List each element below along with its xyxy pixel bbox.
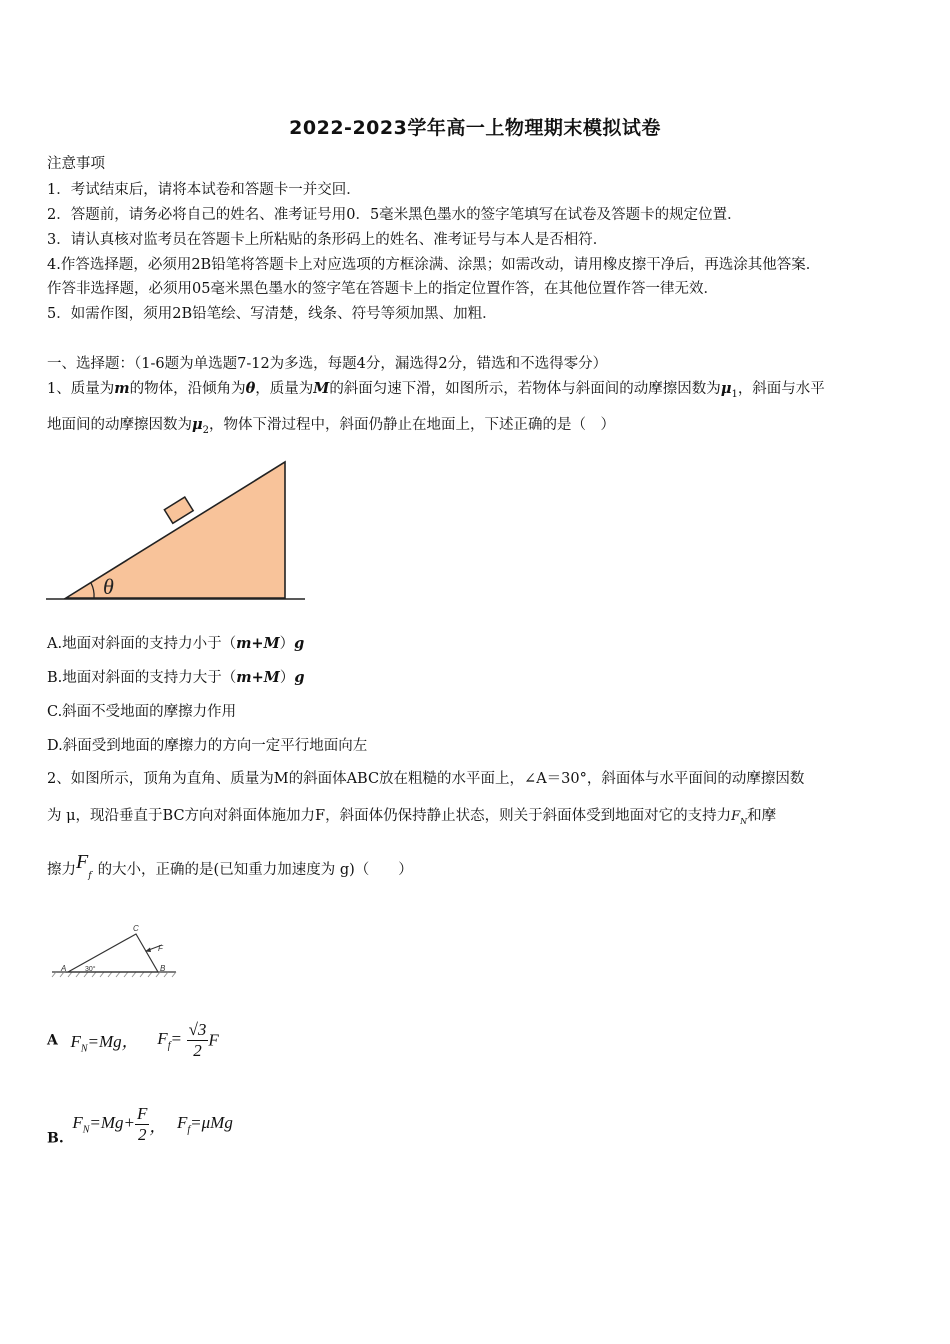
label-angle: 30° <box>85 966 96 973</box>
fn-sub: N <box>80 1043 88 1055</box>
q1-var-mu1: μ <box>720 380 732 397</box>
notice-item: 1．考试结束后，请将本试卷和答题卡一并交回． <box>47 182 361 198</box>
option-expr: m+M <box>236 635 280 652</box>
notice-item: 4.作答选择题，必须用2B铅笔将答题卡上对应选项的方框涂满、涂黑；如需改动，请用橡皮擦干净后，再选涂其他答案． <box>47 257 821 273</box>
question-2-line-3 <box>47 851 413 881</box>
option-g: g <box>294 669 305 686</box>
option-text: ） <box>279 636 295 652</box>
label-A: A <box>61 964 67 973</box>
q1-mu2-sub: 2 <box>202 424 209 436</box>
option-a-ff <box>157 1029 182 1052</box>
q1-option-a[interactable] <box>47 632 304 653</box>
theta-label: θ <box>103 574 114 599</box>
q1-text: 地面间的动摩擦因数为 <box>47 417 192 433</box>
label-C: C <box>133 924 139 933</box>
q2-option-b[interactable] <box>47 1104 233 1147</box>
q1-option-c[interactable]: C.斜面不受地面的摩擦力作用 <box>47 704 237 720</box>
q2-Ff-sub: f <box>88 870 92 881</box>
q2-text: 为 μ，现沿垂直于BC方向对斜面体施加力F，斜面体仍保持静止状态，则关于斜面体受到地面对它的支持力 <box>47 808 732 824</box>
ff-eq: =μMg <box>190 1113 233 1133</box>
q1-mu1-sub: 1 <box>731 388 738 400</box>
q2-option-a[interactable] <box>47 1020 219 1061</box>
fraction-numerator: √3 <box>188 1020 207 1039</box>
sqrt3-over-2-fraction <box>187 1020 209 1061</box>
option-a-tail: F <box>208 1030 219 1050</box>
label-F: F <box>158 944 163 953</box>
fn-symbol: F <box>72 1113 83 1133</box>
q1-text: ，斜面与水平 <box>737 381 825 397</box>
q1-option-d[interactable]: D.斜面受到地面的摩擦力的方向一定平行地面向左 <box>47 738 368 754</box>
fn-eq: =Mg， <box>87 1031 139 1051</box>
section-heading: 一、选择题：（1-6题为单选题7-12为多选，每题4分，漏选得2分，错选和不选得零分） <box>47 356 608 372</box>
option-label: A <box>47 1032 58 1049</box>
fn-sub: N <box>82 1124 90 1136</box>
ff-symbol: F <box>157 1029 168 1049</box>
fraction-denominator: 2 <box>193 1041 202 1060</box>
page-title: 2022-2023学年高一上物理期末模拟试卷 <box>289 117 661 139</box>
question-1-line-1 <box>47 377 825 400</box>
option-b-ff <box>177 1113 233 1136</box>
q1-text: ，物体下滑过程中，斜面仍静止在地面上，下述正确的是（ ） <box>209 417 615 433</box>
notice-item: 5．如需作图，须用2B铅笔绘、写清楚，线条、符号等须加黑、加粗． <box>47 306 497 322</box>
option-expr: m+M <box>236 669 280 686</box>
ff-symbol: F <box>177 1113 188 1133</box>
q2-text: 的大小，正确的是(已知重力加速度为 g)（ ） <box>97 862 413 878</box>
notice-item: 作答非选择题，必须用05毫米黑色墨水的签字笔在答题卡上的指定位置作答，在其他位置作答一律无效． <box>47 281 718 297</box>
q1-text: 1、质量为 <box>47 381 115 397</box>
question-2-line-1: 2、如图所示，顶角为直角、质量为M的斜面体ABC放在粗糙的水平面上，∠A＝30°，斜面体与水平面间的动摩擦因数 <box>47 771 805 787</box>
option-text: ） <box>279 670 295 686</box>
force-arrowhead <box>145 948 151 953</box>
incline-triangle <box>66 462 285 598</box>
fraction-numerator: F <box>137 1104 148 1123</box>
q1-var-mu2: μ <box>192 416 203 433</box>
notice-item: 3．请认真核对监考员在答题卡上所粘贴的条形码上的姓名、准考证号与本人是否相符． <box>47 232 608 248</box>
question-1-line-2 <box>47 413 615 436</box>
fn-eq: =Mg+ <box>89 1113 135 1133</box>
ground-hatching <box>52 972 176 977</box>
q1-var-m: m <box>114 380 130 397</box>
option-text: B.地面对斜面的支持力大于（ <box>47 670 237 686</box>
fn-symbol: F <box>70 1031 81 1051</box>
q1-text: 的斜面匀速下滑，如图所示，若物体与斜面间的动摩擦因数为 <box>329 381 721 397</box>
ff-sub: f <box>187 1124 191 1136</box>
ff-eq: = <box>170 1029 182 1049</box>
q2-var-FN: F <box>731 809 741 824</box>
q2-wedge-figure <box>48 920 180 982</box>
notice-item: 2．答题前，请务必将自己的姓名、准考证号用0．5毫米黑色墨水的签字笔填写在试卷及答题卡的规定位置． <box>47 207 742 223</box>
q1-var-M: M <box>313 380 330 397</box>
fraction-denominator: 2 <box>137 1125 147 1144</box>
wedge-abc <box>68 934 158 972</box>
q2-text: 和摩 <box>747 808 777 824</box>
q2-var-Ff: F <box>76 851 89 873</box>
f-over-2-fraction <box>135 1104 149 1145</box>
option-label: B. <box>47 1130 64 1147</box>
notice-heading: 注意事项 <box>47 156 105 172</box>
label-B: B <box>160 964 166 973</box>
option-g: g <box>294 635 305 652</box>
q2-text: 擦力 <box>47 862 76 878</box>
ff-sub: f <box>167 1040 171 1052</box>
option-text: A.地面对斜面的支持力小于（ <box>47 636 237 652</box>
q1-var-theta: θ <box>245 380 256 397</box>
q1-option-b[interactable] <box>47 666 304 687</box>
q1-text: 的物体，沿倾角为 <box>129 381 246 397</box>
option-b-fn <box>72 1113 135 1136</box>
question-2-line-2 <box>47 804 776 826</box>
block-on-incline <box>164 497 193 523</box>
option-a-fn <box>70 1031 139 1055</box>
q1-text: ，质量为 <box>255 381 314 397</box>
separator: ， <box>149 1117 167 1136</box>
q2-FN-sub: N <box>740 816 748 826</box>
q1-incline-figure <box>40 452 320 607</box>
